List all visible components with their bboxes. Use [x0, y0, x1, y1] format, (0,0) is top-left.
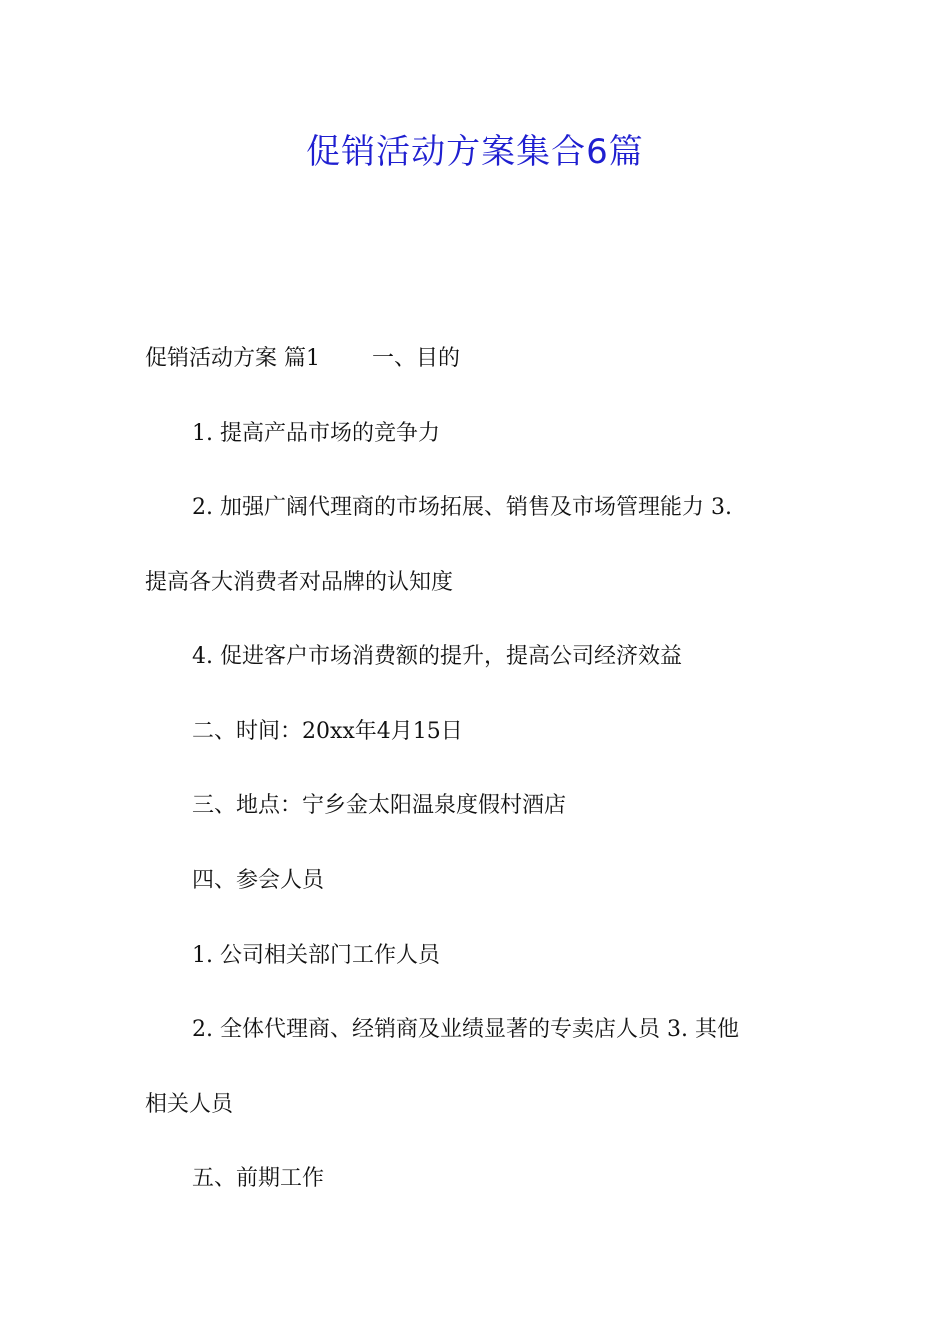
paragraph-line: 2. 全体代理商、经销商及业绩显著的专卖店人员 3. 其他 [192, 1017, 739, 1042]
section-heading: 促销活动方案 篇1 [145, 346, 320, 371]
document-title: 促销活动方案集合6篇 [306, 132, 644, 172]
paragraph-line: 一、目的 [372, 346, 461, 371]
paragraph-line: 4. 促进客户市场消费额的提升，提高公司经济效益 [192, 644, 682, 669]
paragraph-line: 五、前期工作 [192, 1166, 325, 1191]
paragraph-line: 提高各大消费者对品牌的认知度 [145, 570, 454, 595]
paragraph-line: 三、地点：宁乡金太阳温泉度假村酒店 [192, 793, 567, 818]
paragraph-line: 1. 公司相关部门工作人员 [192, 943, 440, 968]
paragraph-line: 2. 加强广阔代理商的市场拓展、销售及市场管理能力 3. [192, 495, 732, 520]
paragraph-line: 相关人员 [145, 1092, 234, 1117]
section-heading-line [145, 343, 460, 375]
paragraph-line: 二、时间：20xx年4月15日 [192, 719, 463, 744]
paragraph-line: 1. 提高产品市场的竞争力 [192, 421, 440, 446]
paragraph-line: 四、参会人员 [192, 868, 325, 893]
